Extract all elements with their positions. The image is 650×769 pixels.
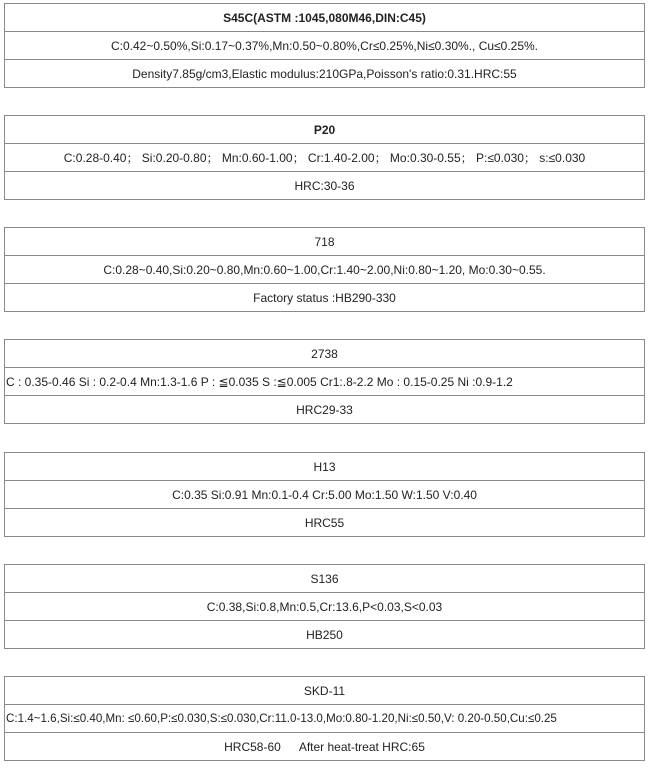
material-table-p20 — [4, 115, 645, 200]
material-table-s45c — [4, 3, 645, 88]
material-properties-extra: After heat-treat HRC:65 — [298, 739, 425, 754]
material-composition: C:0.42~0.50%,Si:0.17~0.37%,Mn:0.50~0.80%,Cr≤0.25%,Ni≤0.30%., Cu≤0.25%. — [5, 32, 645, 60]
material-title: H13 — [5, 453, 645, 481]
material-table-s136 — [4, 564, 645, 649]
material-table-718 — [4, 227, 645, 312]
material-table-h13 — [4, 452, 645, 537]
material-title: P20 — [5, 116, 645, 144]
material-properties: Factory status :HB290-330 — [5, 284, 645, 312]
material-table-skd11 — [4, 676, 645, 761]
material-title: S45C(ASTM :1045,080M46,DIN:C45) — [5, 4, 645, 32]
material-properties: Density7.85g/cm3,Elastic modulus:210GPa,Poisson's ratio:0.31.HRC:55 — [5, 60, 645, 88]
material-composition: C:0.38,Si:0.8,Mn:0.5,Cr:13.6,P<0.03,S<0.03 — [5, 593, 645, 621]
material-title: 2738 — [5, 340, 645, 368]
material-properties: HRC29-33 — [5, 396, 645, 424]
material-title: S136 — [5, 565, 645, 593]
material-composition: C:1.4~1.6,Si:≤0.40,Mn: ≤0.60,P:≤0.030,S:≤0.030,Cr:11.0-13.0,Mo:0.80-1.20,Ni:≤0.50,V: 0.20-0.50,Cu:≤0.25 — [5, 705, 645, 733]
material-properties: HRC55 — [5, 509, 645, 537]
material-properties: HRC:30-36 — [5, 172, 645, 200]
material-composition: C:0.35 Si:0.91 Mn:0.1-0.4 Cr:5.00 Mo:1.50 W:1.50 V:0.40 — [5, 481, 645, 509]
material-composition: C : 0.35-0.46 Si : 0.2-0.4 Mn:1.3-1.6 P : ≦0.035 S :≦0.005 Cr1:.8-2.2 Mo : 0.15-0.25 Ni :0.9-1.2 — [5, 368, 645, 396]
material-title: 718 — [5, 228, 645, 256]
material-properties-cell — [5, 733, 645, 761]
material-title: SKD-11 — [5, 677, 645, 705]
material-composition: C:0.28-0.40； Si:0.20-0.80； Mn:0.60-1.00； Cr:1.40-2.00； Mo:0.30-0.55； P:≤0.030； s:≤0.030 — [5, 144, 645, 172]
material-table-2738 — [4, 339, 645, 424]
material-properties: HRC58-60 — [224, 739, 281, 754]
material-properties: HB250 — [5, 621, 645, 649]
material-composition: C:0.28~0.40,Si:0.20~0.80,Mn:0.60~1.00,Cr:1.40~2.00,Ni:0.80~1.20, Mo:0.30~0.55. — [5, 256, 645, 284]
